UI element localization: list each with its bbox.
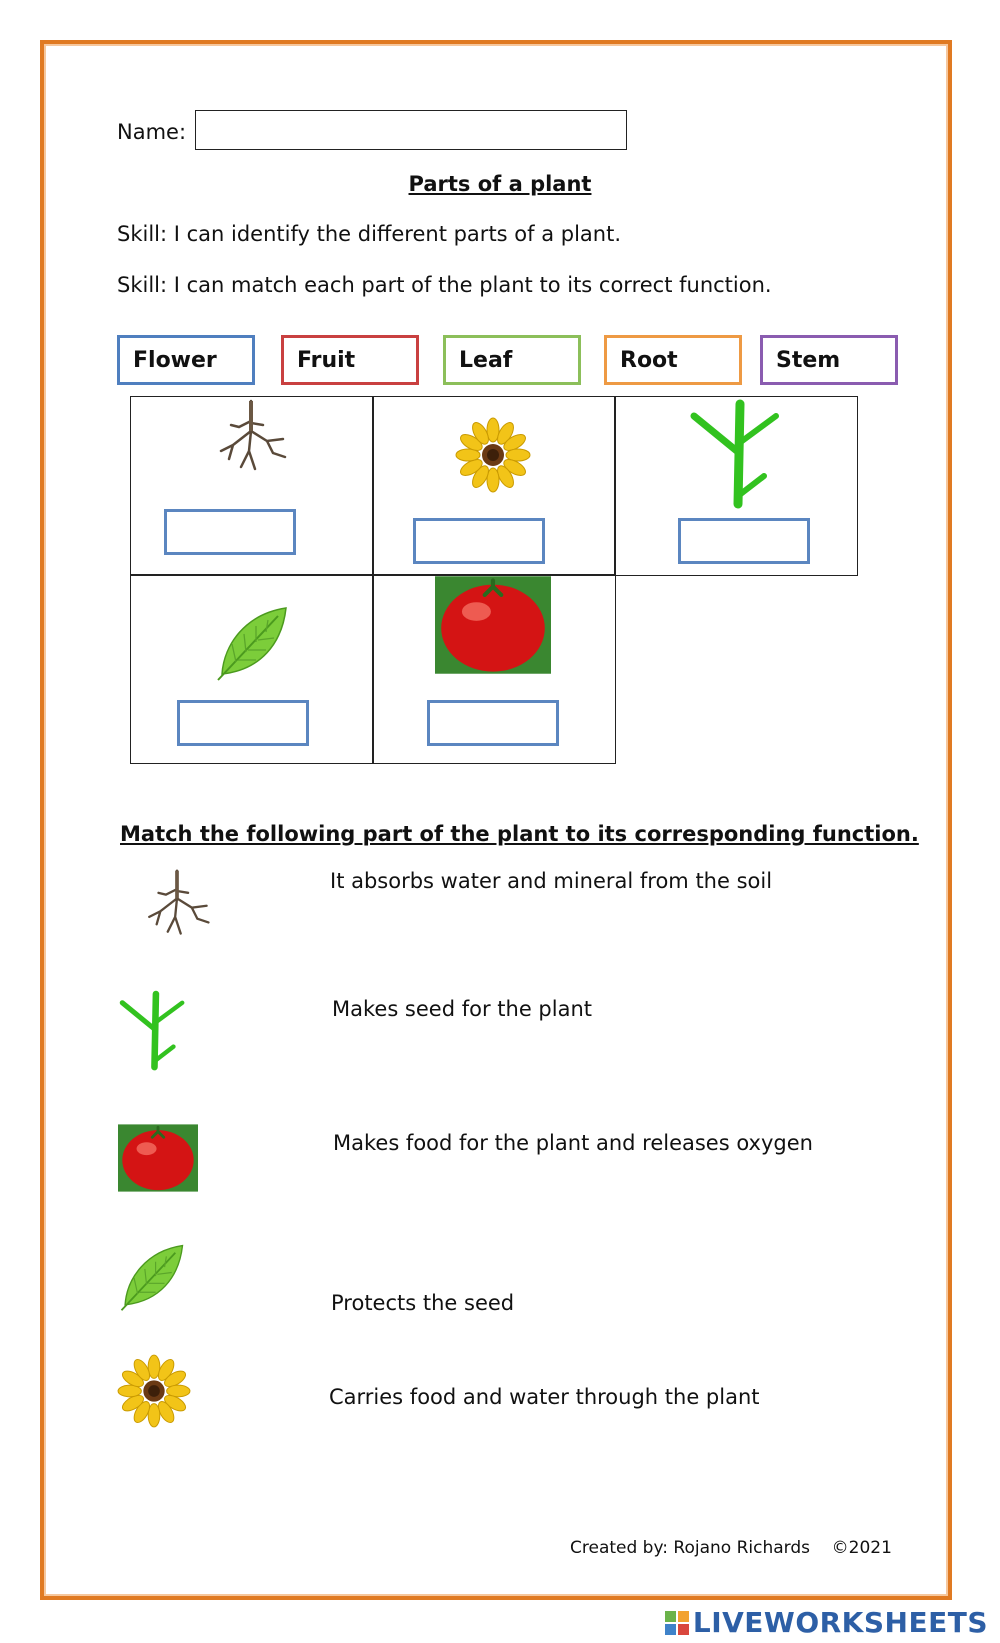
function-3[interactable]: Makes food for the plant and releases oxygen — [333, 1131, 813, 1155]
liveworksheets-logo — [665, 1606, 988, 1639]
function-1[interactable]: It absorbs water and mineral from the soil — [330, 869, 773, 893]
match-image-sunflower[interactable] — [120, 1357, 188, 1425]
page-title: Parts of a plant — [408, 172, 592, 196]
match-image-tomato[interactable] — [118, 1124, 198, 1192]
function-5[interactable]: Carries food and water through the plant — [329, 1385, 760, 1409]
root-icon — [211, 396, 291, 476]
logo-text: LIVEWORKSHEETS — [692, 1606, 988, 1639]
match-heading: Match the following part of the plant to its corresponding function. — [120, 822, 919, 846]
tomato-icon — [435, 576, 551, 674]
match-image-leaf[interactable] — [116, 1242, 188, 1312]
word-leaf[interactable]: Leaf — [443, 335, 581, 385]
function-2[interactable]: Makes seed for the plant — [332, 997, 592, 1021]
word-stem[interactable]: Stem — [760, 335, 898, 385]
function-4[interactable]: Protects the seed — [331, 1291, 515, 1315]
leaf-icon — [216, 604, 288, 682]
answer-box-sunflower[interactable] — [413, 518, 545, 564]
stem-icon — [690, 404, 782, 508]
answer-box-root[interactable] — [164, 509, 296, 555]
word-fruit[interactable]: Fruit — [281, 335, 419, 385]
match-image-root[interactable] — [140, 868, 214, 938]
word-root[interactable]: Root — [604, 335, 742, 385]
answer-box-stem[interactable] — [678, 518, 810, 564]
match-image-stem[interactable] — [118, 994, 188, 1070]
word-flower[interactable]: Flower — [117, 335, 255, 385]
skill-2: Skill: I can match each part of the plant to its correct function. — [117, 273, 772, 297]
name-input[interactable] — [195, 110, 627, 150]
answer-box-tomato[interactable] — [427, 700, 559, 746]
name-label: Name: — [117, 120, 187, 144]
skill-1: Skill: I can identify the different parts of a plant. — [117, 222, 621, 246]
logo-grid-icon — [665, 1611, 689, 1635]
sunflower-icon — [458, 420, 528, 490]
credit-text: Created by: Rojano Richards ©2021 — [570, 1538, 892, 1558]
answer-box-leaf[interactable] — [177, 700, 309, 746]
